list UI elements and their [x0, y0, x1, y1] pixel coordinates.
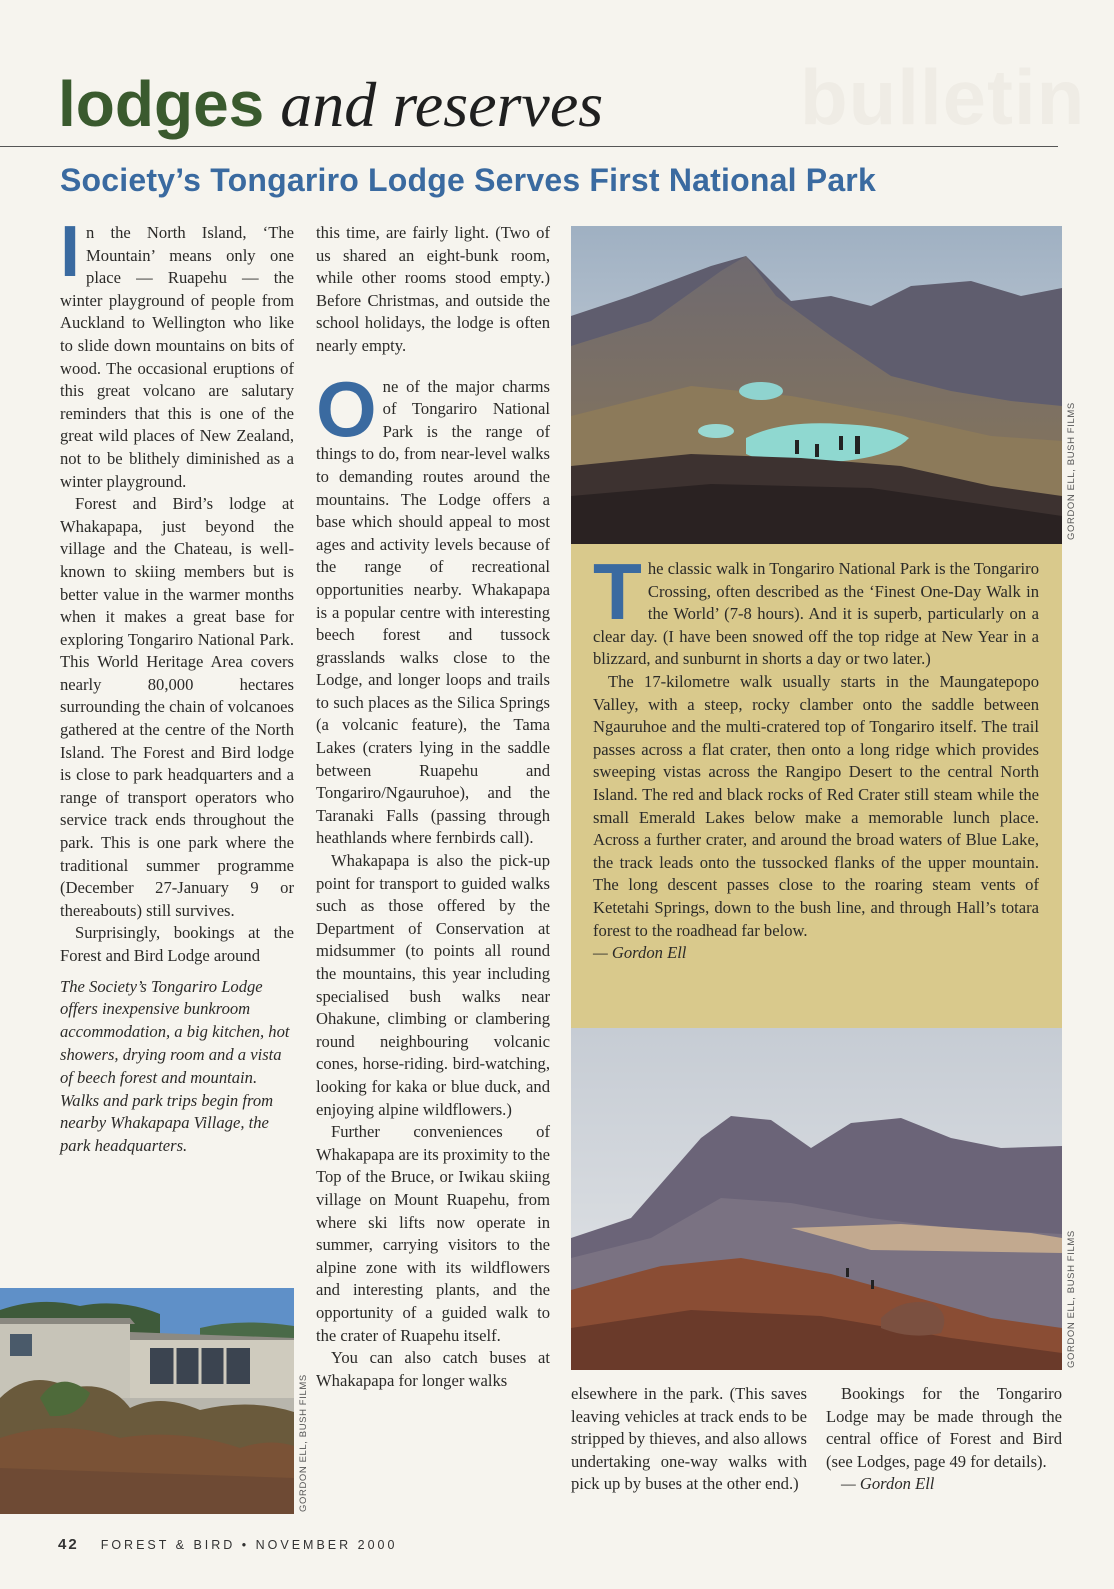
col2-paragraph-2 — [316, 364, 550, 850]
photo-red-crater — [571, 1028, 1062, 1370]
col2-paragraph-4: Further conveniences of Whakapapa are its proximity to the Top of the Bruce, or Iwikau skiing village on Mount Ruapehu, from where ski lifts now operate in summer, carrying visitors to the alpine zone with its wildflowers and interesting plants, and the opportunity of a guided walk to the crater of Ruapehu itself. — [316, 1122, 550, 1345]
sidebar-text — [593, 547, 1039, 965]
col1-paragraph-1 — [60, 212, 294, 493]
article-column-1 — [60, 212, 294, 1158]
col2-paragraph-3: Whakapapa is also the pick-up point for transport to guided walks such as those offered by the Department of Conservation at midsummer (to points all round the mountains, this year including specialised bush walks near Ohakune, climbing or clambering round neighbouring volcanic cones, horse-riding. bird-watching, looking for kaka or blue duck, and enjoying alpine wildflowers.) — [316, 851, 550, 1119]
ghost-section-title: bulletin — [800, 53, 1086, 141]
sidebar-paragraph-1-text: he classic walk in Tongariro National Park is the Tongariro Crossing, often described as the ‘Finest One-Day Walk in the World’ (7-8 hours). And it is superb, particularly on a clear day. (I have been snowed off the top ridge at New Year in a blizzard, and sunburnt in shorts a day or two later.) — [593, 559, 1039, 669]
col3-paragraph-1: elsewhere in the park. (This saves leaving vehicles at track ends to be stripped by thieves, and also allows undertaking one-way walks with pick up by buses at the other end.) — [571, 1384, 807, 1494]
section-title-bold: lodges — [58, 68, 265, 140]
lodge-photo-caption: The Society’s Tongariro Lodge offers inexpensive bunkroom accommodation, a big kitchen, hot showers, drying room and a vista of beech forest and mountain. Walks and park trips begin from nearby Whakapapa Village, the park headquarters. — [60, 976, 290, 1156]
col2-paragraph-1: this time, are fairly light. (Two of us shared an eight-bunk room, while other rooms stood empty.) Before Christmas, and outside the school holidays, the lodge is often nearly empty. — [316, 223, 550, 355]
article-column-4 — [826, 1383, 1062, 1496]
photo-credit-lodge: GORDON ELL, BUSH FILMS — [298, 1374, 309, 1512]
photo-credit-red-crater: GORDON ELL, BUSH FILMS — [1066, 1230, 1077, 1368]
lodge-illustration — [0, 1288, 294, 1514]
page-number: 42 — [58, 1536, 79, 1553]
magazine-issue: FOREST & BIRD • NOVEMBER 2000 — [100, 1538, 398, 1552]
section-title-italic: and reserves — [280, 69, 604, 140]
emerald-lakes-illustration — [571, 226, 1062, 544]
drop-cap-i: I — [60, 212, 81, 292]
header-rule — [0, 146, 1058, 147]
page-footer — [58, 1536, 397, 1553]
col1-paragraph-3: Surprisingly, bookings at the Forest and Bird Lodge around — [60, 923, 294, 965]
article-column-2 — [316, 222, 550, 1392]
red-crater-illustration — [571, 1028, 1062, 1370]
col2-paragraph-2-text: ne of the major charms of Tongariro National Park is the range of things to do, from near-level walks to demanding routes around the mountains. The Lodge offers a base which should appeal to most ages and activity levels because of the range of recreational opportunities nearby. Whakapapa is a popular centre with interesting beech forest and tussock grasslands walks close to the Lodge, and longer loops and trails to such places as the Silica Springs (a volcanic feature), the Tama Lakes (craters lying in the saddle between Ruapehu and Tongariro/Ngauruhoe), and the Taranaki Falls (passing through heathlands where fernbirds call). — [316, 376, 550, 848]
photo-credit-emerald-lakes: GORDON ELL, BUSH FILMS — [1066, 402, 1077, 540]
col4-signature: — Gordon Ell — [841, 1474, 935, 1494]
col4-paragraph-1: Bookings for the Tongariro Lodge may be made through the central office of Forest and Bird (see Lodges, page 49 for details). — [826, 1384, 1062, 1471]
sidebar-signature: — Gordon Ell — [593, 943, 687, 963]
sidebar-box — [571, 544, 1062, 1028]
col1-paragraph-1-text: n the North Island, ‘The Mountain’ means only one place — Ruapehu — the winter playground of people from Auckland to Wellington who like to slide down mountains on bits of wood. The occasional eruptions of this great volcano are salutary reminders that this is one of the great wild places of New Zealand, not to be blithely diminished as a winter playground. — [60, 223, 294, 491]
drop-cap-o: O — [316, 364, 377, 453]
photo-lodge — [0, 1288, 294, 1514]
sidebar-paragraph-1 — [593, 547, 1039, 671]
col1-paragraph-2: Forest and Bird’s lodge at Whakapapa, just beyond the village and the Chateau, is well-known to skiing members but is better value in the warmer months when it makes a great base for exploring Tongariro National Park. This World Heritage Area covers nearly 80,000 hectares surrounding the chain of volcanoes gathered at the centre of the North Island. The Forest and Bird lodge is close to park headquarters and a range of transport operators who service track ends throughout the park. This is one park where the traditional summer programme (December 27-January 9 or thereabouts) still survives. — [60, 494, 294, 920]
photo-emerald-lakes — [571, 226, 1062, 544]
sidebar-paragraph-2: The 17-kilometre walk usually starts in the Maungatepopo Valley, with a steep, rocky clamber onto the saddle between Ngauruhoe and the multi-cratered top of Tongariro itself. The trail passes across a flat crater, then onto a long ridge which provides sweeping vistas across the Rangipo Desert to the central North Island. The red and black rocks of Red Crater still steam while the small Emerald Lakes below make a memorable lunch place. Across a further crater, and around the broad waters of Blue Lake, the track leads onto the tussocked flanks of the upper mountain. The long descent passes close to the roaring steam vents of Ketetahi Springs, down to the bush line, and through Hall’s totara forest to the roadhead far below. — [593, 671, 1039, 940]
article-column-3 — [571, 1383, 807, 1496]
drop-cap-t: T — [593, 547, 642, 636]
col2-paragraph-5: You can also catch buses at Whakapapa for longer walks — [316, 1348, 550, 1390]
article-headline: Society’s Tongariro Lodge Serves First National Park — [60, 162, 876, 198]
section-title — [58, 68, 604, 140]
